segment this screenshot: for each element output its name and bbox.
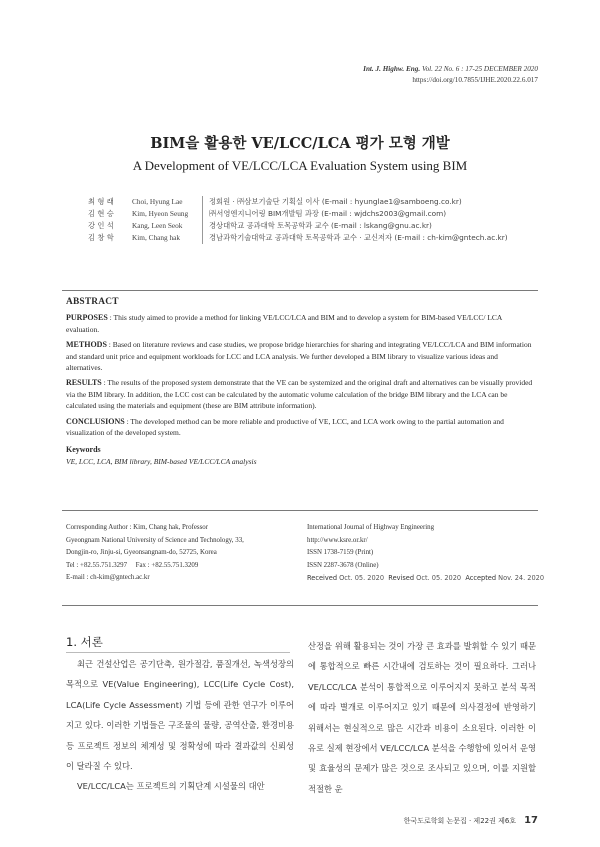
author-list [88,196,508,244]
section-heading: 1. 서론 [66,635,103,649]
abstract-methods [66,339,536,373]
publication-info [307,522,544,585]
purposes-label: PURPOSES [66,313,108,323]
divider [202,196,203,208]
journal-issue: Vol. 22 No. 6 : 17-25 DECEMBER 2020 [422,65,538,73]
pub-journal: International Journal of Highway Engineering [307,524,435,531]
corr-email: E-mail : ch-kim@gntech.ac.kr [66,574,150,582]
corr-line: Tel : +82.55.751.3297 Fax : +82.55.751.3209 [66,561,199,569]
received-label: Received [307,574,337,583]
divider-rule [62,290,538,291]
paragraph: 최근 건설산업은 공기단축, 원가절감, 품질개선, 녹색성장의 목적으로 VE(Value Engineering), LCC(Life Cycle Cost), LCA(Life Cycle Assessment) 기법 등에 관한 연구가 이루어지고 있다. 이러한 기법들은 구조물의 물량, 공역산출, 환경비용 등 프로젝트 정보의 체계성 및 정확성에 따라 결과값의 신뢰성이 달라질 수 있다. [66,659,294,772]
author-name-ko: 김 현 승 [88,209,114,218]
body-column-left [66,654,294,797]
author-row [88,196,508,208]
results-label: RESULTS [66,378,102,388]
author-row [88,220,508,232]
author-name-ko: 김 창 학 [88,233,114,242]
received-date: Oct. 05. 2020 [339,574,385,583]
corresponding-author-block [66,522,244,585]
corr-line: Gyeongnam National University of Science and Technology, 33, [66,536,244,544]
abstract [66,297,536,467]
author-name-ko: 강 인 석 [88,221,114,230]
author-affiliation: 경남과학기술대학교 공과대학 토목공학과 교수 · 교신저자 (E-mail : ch-kim@gntech.ac.kr) [209,233,508,242]
pub-url[interactable]: http://www.ksre.or.kr/ [307,536,368,544]
accepted-date: Nov. 24. 2020 [498,574,545,583]
body-column-right [308,636,536,799]
title-english: A Development of VE/LCC/LCA Evaluation System using BIM [132,158,468,173]
divider-rule [62,510,538,511]
pub-issn-print: ISSN 1738-7159 (Print) [307,549,374,557]
revised-label: Revised [388,574,415,583]
author-name-ko: 최 형 래 [88,197,114,206]
divider [202,208,203,220]
methods-text: : Based on literature reviews and case studies, we propose bridge hierarchies for sharing and integrating VE/LCC/LCA and BIM information and standard unit price and equipment workloads for LCC and LCA analysis. We further developed a BIM library to visualize various ideas and alternatives. [66,340,532,373]
page-footer [404,815,538,826]
revised-date: Oct. 05. 2020 [416,574,462,583]
conclusions-label: CONCLUSIONS [66,416,125,426]
title-korean: BIM을 활용한 VE/LCC/LCA 평가 모형 개발 [150,135,450,152]
paragraph: 산정을 위해 활용되는 것이 가장 큰 효과를 발휘할 수 있기 때문에 통합적으로 빠른 시간내에 검토하는 것이 필요하다. 그러나 VE/LCC/LCA 분석이 통합적으로 이루어지지 못하고 분석 목적에 따라 별개로 이루어지고 있기 때문에 의사결정에 반영하기 위해서는 현실적으로 많은 시간과 비용이 소요된다. 이러한 이유로 실제 현장에서 VE/LCC/LCA 분석을 수행함에 있어서 운영 및 효율성의 문제가 많은 것으로 조사되고 있으며, 이를 지원할 적절한 운 [308,641,536,794]
author-row [88,208,508,220]
corr-line: Dongjin-ro, Jinju-si, Gyeonsangnam-do, 52725, Korea [66,549,217,557]
methods-label: METHODS [66,340,107,350]
divider [202,232,203,244]
author-name-en: Kim, Chang hak [132,233,181,242]
conclusions-text: : The developed method can be more reliable and productive of VE, LCC, and LCA work owing to the partial automation and visualization of the developed system. [66,416,504,438]
author-affiliation: ㈜서영엔지니어링 BIM개발팀 과장 (E-mail : wjdchs2003@gmail.com) [209,209,447,218]
abstract-purposes [66,312,536,335]
keywords-heading: Keywords [66,445,101,455]
abstract-conclusions [66,416,536,439]
section-underline [66,652,290,653]
author-row [88,232,508,244]
accepted-label: Accepted [465,574,497,583]
author-name-en: Choi, Hyung Lae [132,197,183,206]
abstract-heading: ABSTRACT [66,297,119,307]
pub-dates [307,572,544,585]
corr-line: Corresponding Author : Kim, Chang hak, Professor [66,524,209,531]
abstract-results [66,377,536,411]
author-name-en: Kim, Hyeon Seung [132,209,189,218]
footer-journal: 한국도로학회 논문집 · 제22권 제6호 [403,816,517,825]
journal-doi[interactable]: https://doi.org/10.7855/IJHE.2020.22.6.017 [412,76,538,84]
keywords-text: VE, LCC, LCA, BIM library, BIM-based VE/LCC/LCA analysis [66,456,257,466]
author-affiliation: 정회원 · ㈜삼보기술단 기획실 이사 (E-mail : hyunglae1@samboeng.co.kr) [209,197,462,206]
results-text: : The results of the proposed system demonstrate that the VE can be systemized and the original draft and alternatives can be visually provided via the BIM library. In addition, the LCC cost can be calculated by the automatic volume calculation of the bridge BIM library and the LCA can be calculated using the materials and equipment (these are BIM attribute information). [66,378,533,411]
divider [202,220,203,232]
purposes-text: : This study aimed to provide a method for linking VE/LCC/LCA and BIM and to develop a system for BIM-based VE/LCC/ LCA evaluation. [66,313,502,334]
author-name-en: Kang, Leen Seok [132,221,183,230]
divider-rule [62,605,538,606]
pub-issn-online: ISSN 2287-3678 (Online) [307,561,379,569]
journal-name: Int. J. Highw. Eng. [363,65,421,73]
journal-info [363,64,538,86]
page-number: 17 [524,815,538,826]
paragraph: VE/LCC/LCA는 프로젝트의 기획단계 시설물의 대안 [77,781,265,792]
author-affiliation: 경상대학교 공과대학 토목공학과 교수 (E-mail : lskang@gnu.ac.kr) [209,221,432,230]
